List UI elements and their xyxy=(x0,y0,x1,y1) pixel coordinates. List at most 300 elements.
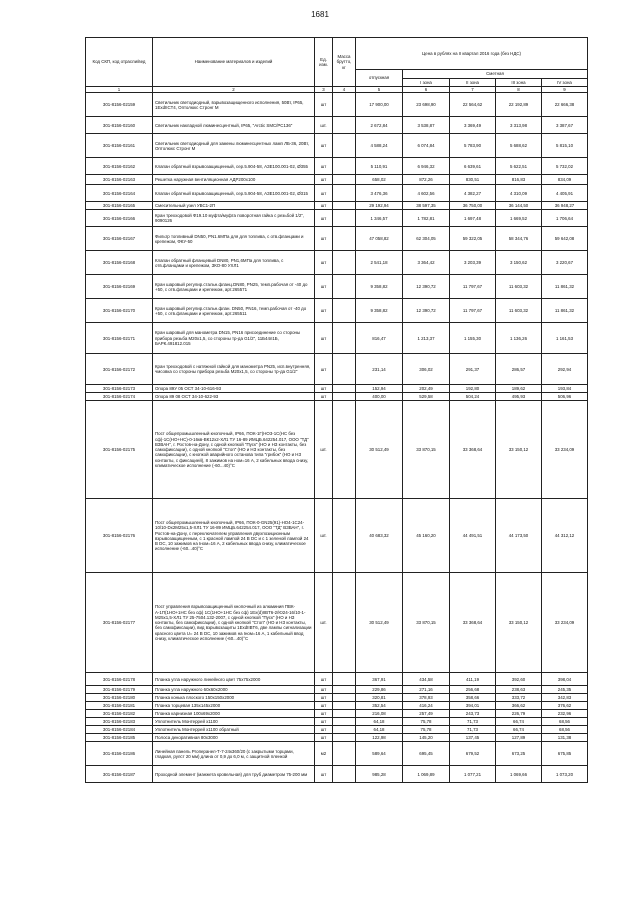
price-table xyxy=(85,37,588,783)
item-price-zone-3: 495,93 xyxy=(496,393,542,401)
item-price-zone-4: 834,09 xyxy=(542,175,588,185)
item-price-release: 229,86 xyxy=(356,686,403,694)
item-price-zone-1: 12 390,72 xyxy=(403,299,450,323)
item-unit: шт xyxy=(315,275,333,299)
item-price-zone-3: 673,25 xyxy=(496,742,542,766)
item-price-release: 40 683,32 xyxy=(356,499,403,573)
item-price-zone-1: 1 069,89 xyxy=(403,766,450,783)
item-mass xyxy=(333,673,356,686)
item-price-zone-3: 58 344,76 xyxy=(496,227,542,251)
item-mass xyxy=(333,573,356,673)
item-price-zone-1: 1 782,81 xyxy=(403,210,450,227)
item-unit: шт xyxy=(315,323,333,354)
header-zone-2: II зона xyxy=(450,79,496,87)
item-price-zone-3: 1 669,52 xyxy=(496,210,542,227)
table-row xyxy=(86,393,588,401)
item-price-release: 320,81 xyxy=(356,694,403,702)
item-code: 301-8156-02171 xyxy=(86,323,153,354)
item-price-zone-2: 1 697,48 xyxy=(450,210,496,227)
item-price-zone-4: 4 405,91 xyxy=(542,185,588,202)
item-unit: шт xyxy=(315,134,333,158)
item-price-zone-4: 1 161,53 xyxy=(542,323,588,354)
item-price-zone-1: 6 074,84 xyxy=(403,134,450,158)
item-price-release: 1 346,57 xyxy=(356,210,403,227)
item-name: Светильник светодиодный для замены люминесцентных ламп ЛБ-36, 20Вт, Оптолюкс Стронг М xyxy=(153,134,315,158)
item-price-zone-3: 127,89 xyxy=(496,734,542,742)
item-unit: шт xyxy=(315,354,333,385)
item-name: Кран шаровый для манометра DN15, PN16 присоединение со стороны прибора резьба M20x1,5, со стороны тр-да G1/2", 11Б44п1Б, БАРК.491812.015 xyxy=(153,323,315,354)
item-name: Опора 89 08 ОСТ 34-10-622-93 xyxy=(153,393,315,401)
item-price-release: 367,91 xyxy=(356,673,403,686)
item-price-zone-2: 4 382,27 xyxy=(450,185,496,202)
item-code: 301-8156-02172 xyxy=(86,354,153,385)
item-price-zone-1: 75,78 xyxy=(403,726,450,734)
item-unit: шт. xyxy=(315,499,333,573)
item-price-zone-4: 68,56 xyxy=(542,726,588,734)
item-unit: шт xyxy=(315,202,333,210)
item-unit: шт xyxy=(315,766,333,783)
item-price-zone-4: 33 234,09 xyxy=(542,401,588,499)
item-price-zone-1: 62 304,05 xyxy=(403,227,450,251)
table-row xyxy=(86,499,588,573)
header-estimate: Сметная xyxy=(403,70,588,79)
item-price-zone-1: 872,26 xyxy=(403,175,450,185)
item-code: 301-8156-02170 xyxy=(86,299,153,323)
item-unit: м2 xyxy=(315,742,333,766)
table-row xyxy=(86,354,588,385)
item-code: 301-8156-02181 xyxy=(86,702,153,710)
item-mass xyxy=(333,766,356,783)
item-mass xyxy=(333,702,356,710)
item-unit: шт xyxy=(315,734,333,742)
item-mass xyxy=(333,275,356,299)
header-price-title: Цена в рублях на II квартал 2016 года (без НДС) xyxy=(356,38,588,70)
item-price-zone-2: 3 203,39 xyxy=(450,251,496,275)
item-unit: шт xyxy=(315,251,333,275)
item-price-zone-2: 44 491,51 xyxy=(450,499,496,573)
item-price-zone-3: 1 069,66 xyxy=(496,766,542,783)
table-row xyxy=(86,251,588,275)
item-price-zone-2: 3 369,49 xyxy=(450,117,496,134)
item-price-release: 152,94 xyxy=(356,385,403,393)
item-name: Кран шаровый регулир.стальн.фланц.DN80, PN25, темп.рабочая от -40 до +50, с отв.фланцами и крепежом, арт.265571 xyxy=(153,275,315,299)
item-name: Уплотнитель Монтеррей х1100 xyxy=(153,718,315,726)
item-price-zone-4: 5 732,02 xyxy=(542,158,588,175)
item-code: 301-8156-02165 xyxy=(86,202,153,210)
item-code: 301-8156-02182 xyxy=(86,710,153,718)
item-price-zone-3: 22 192,89 xyxy=(496,93,542,117)
col-index: 4 xyxy=(333,87,356,93)
item-price-zone-2: 6 639,61 xyxy=(450,158,496,175)
item-unit: шт. xyxy=(315,117,333,134)
item-code: 301-8156-02164 xyxy=(86,185,153,202)
item-price-release: 985,28 xyxy=(356,766,403,783)
item-price-zone-4: 232,96 xyxy=(542,710,588,718)
item-code: 301-8156-02185 xyxy=(86,734,153,742)
item-price-zone-1: 1 213,37 xyxy=(403,323,450,354)
table-row xyxy=(86,742,588,766)
item-name: Уплотнитель Монтеррей х1100 обратный xyxy=(153,726,315,734)
item-price-release: 64,18 xyxy=(356,726,403,734)
item-price-release: 30 512,49 xyxy=(356,573,403,673)
item-price-zone-1: 145,20 xyxy=(403,734,450,742)
item-price-release: 64,18 xyxy=(356,718,403,726)
item-price-zone-1: 33 870,15 xyxy=(403,401,450,499)
table-row xyxy=(86,702,588,710)
item-name: Клапан обратный взрывозащищенный, сер.5.904-58, АЗЕ100.001-02, Ø315 xyxy=(153,185,315,202)
item-price-zone-1: 306,02 xyxy=(403,354,450,385)
price-table-body xyxy=(86,93,588,783)
header-zone-1: I зона xyxy=(403,79,450,87)
item-name: Решетка наружная вентиляционная АДР200х100 xyxy=(153,175,315,185)
item-price-zone-2: 71,73 xyxy=(450,718,496,726)
item-name: Клапан обратный фланцевый DN80, PN1,6МПа для топлива, с отв.фланцами и крепежом, ЗКО-80 УХЛ1 xyxy=(153,251,315,275)
item-price-zone-2: 394,01 xyxy=(450,702,496,710)
item-mass xyxy=(333,227,356,251)
item-price-zone-3: 11 603,32 xyxy=(496,275,542,299)
item-code: 301-8156-02173 xyxy=(86,385,153,393)
item-price-zone-4: 675,85 xyxy=(542,742,588,766)
item-price-zone-4: 44 312,12 xyxy=(542,499,588,573)
item-name: Фильтр топливный DN50, PN1.6МПа для для топлива, с отв.фланцами и крепежом, ФКУ-50 xyxy=(153,227,315,251)
item-price-zone-4: 292,94 xyxy=(542,354,588,385)
item-unit: шт xyxy=(315,227,333,251)
table-row xyxy=(86,710,588,718)
item-price-zone-1: 33 870,15 xyxy=(403,573,450,673)
item-price-zone-3: 3 313,98 xyxy=(496,117,542,134)
header-zone-3: III зона xyxy=(496,79,542,87)
item-mass xyxy=(333,393,356,401)
item-code: 301-8156-02169 xyxy=(86,275,153,299)
item-price-zone-3: 3 150,62 xyxy=(496,251,542,275)
table-row xyxy=(86,158,588,175)
item-mass xyxy=(333,323,356,354)
item-price-zone-3: 5 622,51 xyxy=(496,158,542,175)
item-mass xyxy=(333,734,356,742)
item-code: 301-8156-02161 xyxy=(86,134,153,158)
item-price-zone-1: 6 946,32 xyxy=(403,158,450,175)
col-index: 8 xyxy=(496,87,542,93)
item-price-zone-2: 71,73 xyxy=(450,726,496,734)
item-mass xyxy=(333,299,356,323)
item-unit: шт xyxy=(315,158,333,175)
item-mass xyxy=(333,354,356,385)
col-index: 9 xyxy=(542,87,588,93)
item-price-zone-4: 131,38 xyxy=(542,734,588,742)
item-mass xyxy=(333,210,356,227)
item-name: Смесительный узел УВС1-2П xyxy=(153,202,315,210)
item-name: Кран трехходовой с натяжной гайкой для манометра PN25, исп.внутренняя, чмсовка со стороны прибора резьба M20x1,5, со стороны тр-да G1/2" xyxy=(153,354,315,385)
page-number: 1681 xyxy=(311,10,329,19)
table-row xyxy=(86,401,588,499)
item-price-zone-1: 529,58 xyxy=(403,393,450,401)
table-row xyxy=(86,117,588,134)
table-row xyxy=(86,299,588,323)
item-price-zone-1: 257,49 xyxy=(403,710,450,718)
item-unit: шт xyxy=(315,686,333,694)
item-price-zone-1: 12 390,72 xyxy=(403,275,450,299)
item-price-zone-1: 4 602,56 xyxy=(403,185,450,202)
header-release: отпускная xyxy=(356,70,403,87)
item-name: Кран шаровый регулир.стальн.флан. DN50, PN16, темп.рабочая от -40 до +50, с отв.фланцами и крепежом, арт.265511 xyxy=(153,299,315,323)
col-index: 7 xyxy=(450,87,496,93)
item-price-zone-4: 342,83 xyxy=(542,694,588,702)
item-name: Светильник светодиодный, взрывозащищенного исполнения, 50Вт, IP65, 1ExdIICT4, Оптолюкс Стронг М xyxy=(153,93,315,117)
item-price-release: 4 588,24 xyxy=(356,134,403,158)
header-mass: Масса брутто, кг xyxy=(333,38,356,87)
item-unit: шт xyxy=(315,299,333,323)
item-mass xyxy=(333,694,356,702)
item-price-zone-4: 1 073,20 xyxy=(542,766,588,783)
item-price-zone-1: 45 160,20 xyxy=(403,499,450,573)
item-unit: шт xyxy=(315,185,333,202)
item-price-zone-1: 434,58 xyxy=(403,673,450,686)
item-unit: шт xyxy=(315,210,333,227)
item-price-zone-2: 5 783,90 xyxy=(450,134,496,158)
item-price-release: 30 512,49 xyxy=(356,401,403,499)
item-price-zone-4: 3 387,67 xyxy=(542,117,588,134)
table-row xyxy=(86,766,588,783)
item-mass xyxy=(333,718,356,726)
item-mass xyxy=(333,185,356,202)
item-price-zone-4: 3 220,67 xyxy=(542,251,588,275)
item-mass xyxy=(333,686,356,694)
item-price-zone-2: 33 368,64 xyxy=(450,573,496,673)
item-price-zone-3: 44 173,50 xyxy=(496,499,542,573)
item-code: 301-8156-02178 xyxy=(86,673,153,686)
item-name: Светильник накладной люминесцентный, IP65, "Arctic SMC/PC136" xyxy=(153,117,315,134)
table-row xyxy=(86,718,588,726)
item-price-zone-2: 1 155,30 xyxy=(450,323,496,354)
item-mass xyxy=(333,202,356,210)
item-price-release: 589,64 xyxy=(356,742,403,766)
item-price-zone-3: 392,60 xyxy=(496,673,542,686)
item-code: 301-8156-02167 xyxy=(86,227,153,251)
item-mass xyxy=(333,710,356,718)
item-price-release: 122,98 xyxy=(356,734,403,742)
table-row xyxy=(86,227,588,251)
col-index: 3 xyxy=(315,87,333,93)
table-row xyxy=(86,385,588,393)
item-code: 301-8156-02168 xyxy=(86,251,153,275)
item-price-zone-3: 66,74 xyxy=(496,726,542,734)
item-unit: шт xyxy=(315,710,333,718)
item-code: 301-8156-02187 xyxy=(86,766,153,783)
table-row xyxy=(86,726,588,734)
item-price-zone-4: 376,62 xyxy=(542,702,588,710)
item-price-zone-4: 398,04 xyxy=(542,673,588,686)
item-price-zone-1: 3 538,87 xyxy=(403,117,450,134)
item-code: 301-8156-02166 xyxy=(86,210,153,227)
item-price-zone-2: 358,66 xyxy=(450,694,496,702)
item-price-zone-1: 378,93 xyxy=(403,694,450,702)
item-mass xyxy=(333,175,356,185)
item-mass xyxy=(333,499,356,573)
table-row xyxy=(86,673,588,686)
item-price-release: 5 110,91 xyxy=(356,158,403,175)
item-price-zone-3: 1 136,26 xyxy=(496,323,542,354)
item-code: 301-8156-02175 xyxy=(86,401,153,499)
item-code: 301-8156-02176 xyxy=(86,499,153,573)
item-price-release: 2 672,84 xyxy=(356,117,403,134)
item-price-release: 658,02 xyxy=(356,175,403,185)
item-price-zone-4: 33 234,09 xyxy=(542,573,588,673)
item-code: 301-8156-02180 xyxy=(86,694,153,702)
item-price-zone-3: 226,79 xyxy=(496,710,542,718)
table-row xyxy=(86,686,588,694)
item-price-zone-4: 36 948,27 xyxy=(542,202,588,210)
table-row xyxy=(86,93,588,117)
item-unit: шт xyxy=(315,393,333,401)
item-code: 301-8156-02183 xyxy=(86,718,153,726)
item-mass xyxy=(333,742,356,766)
item-unit: шт xyxy=(315,673,333,686)
header-name: Наименование материалов и изделий xyxy=(153,38,315,87)
item-code: 301-8156-02179 xyxy=(86,686,153,694)
item-unit: шт xyxy=(315,93,333,117)
item-price-zone-2: 256,68 xyxy=(450,686,496,694)
item-name: Планка угла наружного линейного цвет 75х75х2000 xyxy=(153,673,315,686)
item-price-zone-1: 23 698,90 xyxy=(403,93,450,117)
item-price-zone-3: 66,74 xyxy=(496,718,542,726)
item-name: Опора 89У 05 ОСТ 34-10-616-93 xyxy=(153,385,315,393)
item-code: 301-8156-02177 xyxy=(86,573,153,673)
item-code: 301-8156-02174 xyxy=(86,393,153,401)
item-price-zone-4: 22 666,38 xyxy=(542,93,588,117)
table-row xyxy=(86,323,588,354)
item-name: Пост общепромышленный кнопочный, IP66, ПОК-0-GN25(91)-НО4-1С24-10/10-Dx2М25х1,5-ХЛ1 ТУ 16-89 ИМЦБ.642254.017, ООО "ТД" ВЗВАН", г. Ростов-на-Дону, с переключателем управления двухпозиционным взрывозащищенным, с 1 красной лампой 24 В DC и с 1 зеленой лампой 24 В DC, 10 зажимов на Iном=16 А, 2 кабельных ввода снизу, климатическое исполнение (-60...40)°С xyxy=(153,499,315,573)
item-price-zone-4: 11 861,32 xyxy=(542,275,588,299)
item-price-release: 352,54 xyxy=(356,702,403,710)
item-mass xyxy=(333,385,356,393)
item-price-release: 400,00 xyxy=(356,393,403,401)
item-price-release: 9 358,82 xyxy=(356,299,403,323)
col-index: 1 xyxy=(86,87,153,93)
table-row xyxy=(86,210,588,227)
item-name: Клапан обратный взрывозащищенный, сер.5.904-58, АЗЕ100.001-02, Ø355 xyxy=(153,158,315,175)
item-name: Проходной элемент (манжета кровельная) для труб диаметром 75-200 мм xyxy=(153,766,315,783)
item-price-zone-4: 1 706,64 xyxy=(542,210,588,227)
header-zone-4: IV зона xyxy=(542,79,588,87)
item-price-zone-2: 33 368,64 xyxy=(450,401,496,499)
item-price-release: 216,08 xyxy=(356,710,403,718)
col-index: 5 xyxy=(356,87,403,93)
item-unit: шт xyxy=(315,726,333,734)
table-row xyxy=(86,202,588,210)
header-unit: Ед. изм. xyxy=(315,38,333,87)
item-unit: шт xyxy=(315,718,333,726)
item-price-zone-1: 75,78 xyxy=(403,718,450,726)
item-mass xyxy=(333,726,356,734)
item-price-release: 29 192,94 xyxy=(356,202,403,210)
item-price-release: 231,14 xyxy=(356,354,403,385)
item-unit: шт xyxy=(315,175,333,185)
item-price-zone-2: 411,19 xyxy=(450,673,496,686)
item-code: 301-8156-02160 xyxy=(86,117,153,134)
item-price-zone-3: 189,62 xyxy=(496,385,542,393)
item-price-zone-3: 238,63 xyxy=(496,686,542,694)
header-code: Код СКП, код отрасли/вед xyxy=(86,38,153,87)
col-index: 2 xyxy=(153,87,315,93)
item-unit: шт xyxy=(315,385,333,393)
item-price-zone-3: 33 150,12 xyxy=(496,573,542,673)
item-price-release: 3 476,36 xyxy=(356,185,403,202)
item-name: Пост управления взрывозащищенный кнопочный из алюминия ПВК-А-1П(1НО+1НС без сф) 1С(1НО+1НС без сф) 1Ex(d)IIBT6-2/Ю24-16/10-1-М25х1,5-ХЛ1 ТУ 25-7504.132-2007, с одной кнопкой "Пуск" (НО и НЗ контакты, без самофиксации), с одной кнопкой "Стоп" (НО и НЗ контакты, без самофиксации), вид взрывозащиты 1ExdIIBT6, две лампы сигнализации красного цвета U= 24 В DC, 10 зажимов на Iном=16 А, 1 кабельный ввод снизу, климатическое исполнение (-60...40)°С xyxy=(153,573,315,673)
table-row xyxy=(86,134,588,158)
item-name: Кран трехходовой Ф19.10 муфта/муфта поворотная гайка с резьбой 1/2", 9090126 xyxy=(153,210,315,227)
item-price-zone-2: 11 797,67 xyxy=(450,275,496,299)
item-name: Линейная панель Ргоперанел-Т-7-24к360/20 (с закрытыми торцами, гладкая, рулст 20 мм) длина от 0,9 до 6,0 м, с защитной пленкой xyxy=(153,742,315,766)
item-price-zone-3: 4 310,09 xyxy=(496,185,542,202)
table-row xyxy=(86,185,588,202)
item-name: Полоса декоративная 80х3000 xyxy=(153,734,315,742)
table-row xyxy=(86,175,588,185)
table-row xyxy=(86,573,588,673)
item-price-release: 9 358,82 xyxy=(356,275,403,299)
item-price-zone-2: 192,80 xyxy=(450,385,496,393)
item-price-zone-1: 3 364,42 xyxy=(403,251,450,275)
item-price-release: 47 058,82 xyxy=(356,227,403,251)
item-price-zone-1: 271,16 xyxy=(403,686,450,694)
item-price-zone-2: 22 564,62 xyxy=(450,93,496,117)
item-price-zone-2: 137,45 xyxy=(450,734,496,742)
item-price-release: 816,47 xyxy=(356,323,403,354)
item-price-zone-2: 1 077,21 xyxy=(450,766,496,783)
item-price-zone-4: 11 861,32 xyxy=(542,299,588,323)
item-price-release: 2 541,18 xyxy=(356,251,403,275)
item-price-zone-2: 830,51 xyxy=(450,175,496,185)
item-price-zone-3: 333,72 xyxy=(496,694,542,702)
item-code: 301-8156-02184 xyxy=(86,726,153,734)
item-name: Планка конька плоского 150х150х2000 xyxy=(153,694,315,702)
item-mass xyxy=(333,117,356,134)
item-price-zone-2: 11 797,67 xyxy=(450,299,496,323)
item-unit: шт xyxy=(315,702,333,710)
item-code: 301-8156-02186 xyxy=(86,742,153,766)
item-unit: шт. xyxy=(315,401,333,499)
item-price-zone-2: 679,52 xyxy=(450,742,496,766)
item-price-zone-1: 695,45 xyxy=(403,742,450,766)
table-row xyxy=(86,275,588,299)
item-price-zone-3: 286,57 xyxy=(496,354,542,385)
item-name: Пост общепромышленный кнопочный, IP66, ПОК-1Г(НО3-1С(НС без сф)-1С(НО+НС)-0-16кв-ВК12х2-ХЛ1 ТУ 16-89 ИМЦБ.642254.017, ООО "ТД" ВЗВАН", г. Ростов-на-Дону, с одной кнопкой "Пуск" (НО и НЗ контакты, без самофиксации), с одной кнопкой "Стоп" (НО и НЗ контакты, без самофиксации), с кнопкой аварийного останова типа "грибок" (НО и НЗ контакты, с фиксацией), 8 зажимов на ном=16 А, 2 кабельных ввода снизу, климатическое исполнение (-60...40)°С xyxy=(153,401,315,499)
item-price-zone-1: 202,49 xyxy=(403,385,450,393)
item-price-zone-2: 504,24 xyxy=(450,393,496,401)
item-price-zone-4: 193,84 xyxy=(542,385,588,393)
item-price-zone-4: 506,96 xyxy=(542,393,588,401)
item-price-zone-2: 36 750,00 xyxy=(450,202,496,210)
item-price-zone-4: 5 815,10 xyxy=(542,134,588,158)
item-name: Планка угла наружного 60х60х2000 xyxy=(153,686,315,694)
item-price-zone-4: 68,56 xyxy=(542,718,588,726)
item-price-zone-1: 416,24 xyxy=(403,702,450,710)
item-price-zone-3: 816,83 xyxy=(496,175,542,185)
item-price-zone-3: 11 603,32 xyxy=(496,299,542,323)
item-mass xyxy=(333,93,356,117)
item-code: 301-8156-02163 xyxy=(86,175,153,185)
item-price-zone-2: 59 322,05 xyxy=(450,227,496,251)
item-price-zone-3: 33 150,12 xyxy=(496,401,542,499)
item-unit: шт. xyxy=(315,573,333,673)
item-code: 301-8156-02162 xyxy=(86,158,153,175)
table-row xyxy=(86,734,588,742)
item-price-zone-4: 59 642,08 xyxy=(542,227,588,251)
item-code: 301-8156-02159 xyxy=(86,93,153,117)
item-name: Планка карнизная 100х69х2000 xyxy=(153,710,315,718)
item-price-zone-3: 5 688,62 xyxy=(496,134,542,158)
item-unit: шт xyxy=(315,694,333,702)
table-row xyxy=(86,694,588,702)
